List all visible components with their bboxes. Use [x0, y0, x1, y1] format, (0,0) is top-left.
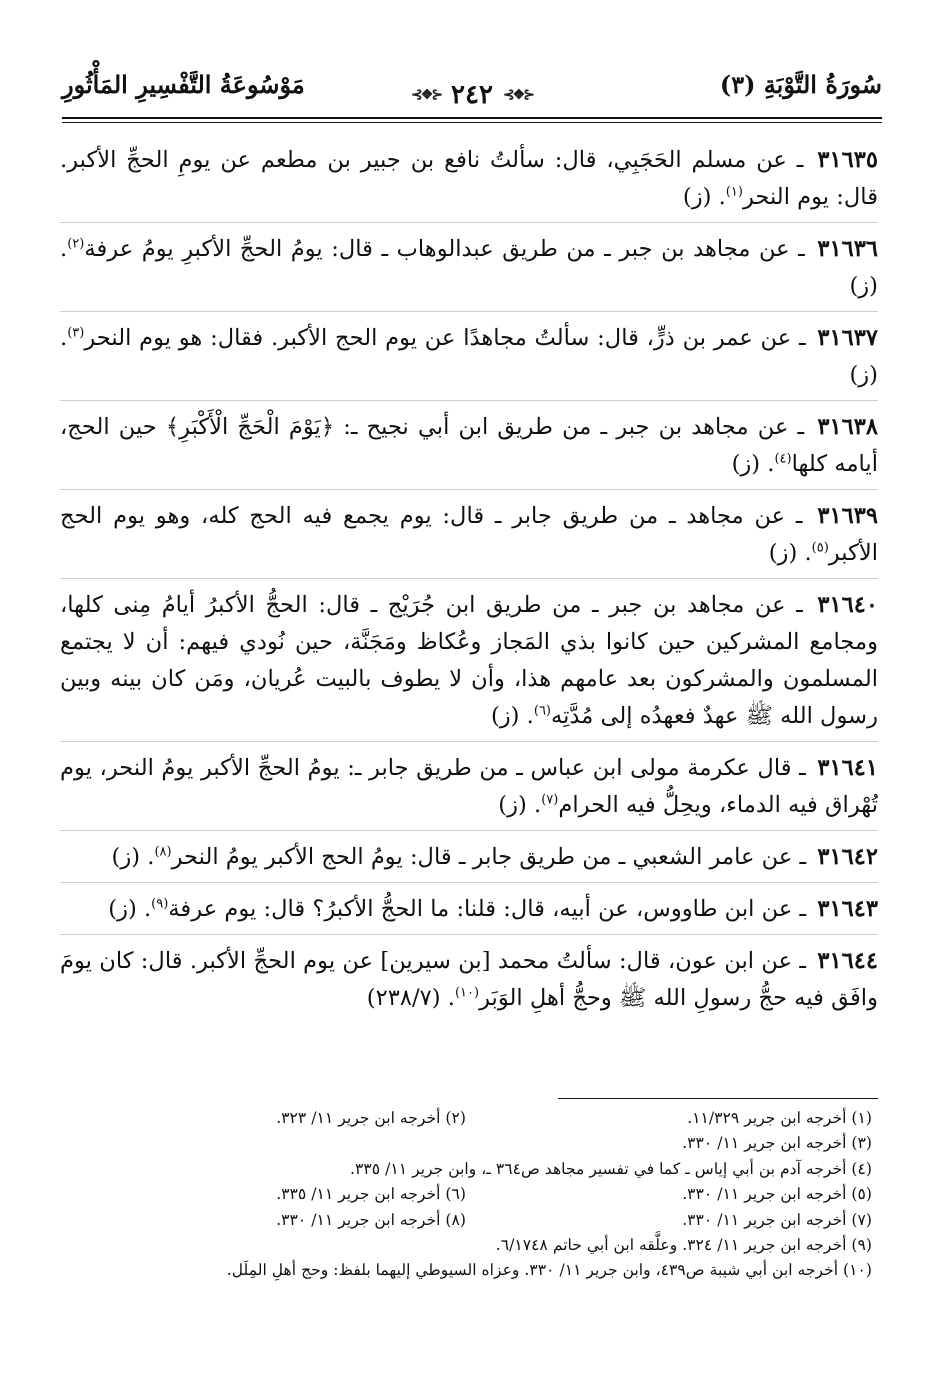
- entry-number: ٣١٦٣٩: [817, 503, 878, 529]
- entry-tail: . (ز): [60, 236, 878, 299]
- entry-tail: . (ز): [498, 792, 542, 818]
- footnote-ref[interactable]: (٦): [533, 703, 551, 719]
- entry-text: ـ عن مسلم الحَجَبِي، قال: سألتُ نافع بن جبير بن مطعم عن يومِ الحجِّ الأكبر. قال: يوم النحر: [60, 147, 878, 210]
- entry: [60, 409, 878, 490]
- entry: [60, 750, 878, 831]
- entry-number: ٣١٦٣٦: [817, 236, 878, 262]
- entry-tail: . (ز): [111, 844, 155, 870]
- ornament-icon: ⊰❖⊱: [411, 87, 442, 103]
- entry-text: ـ عن عمر بن ذرٍّ، قال: سألتُ مجاهدًا عن يوم الحج الأكبر. فقال: هو يوم النحر: [84, 325, 806, 351]
- book-title: مَوْسُوعَةُ التَّفْسِيرِ المَأْثُورِ: [62, 70, 305, 99]
- footnote: (٣) أخرجه ابن جرير ١١/ ٣٣٠.: [682, 1134, 872, 1153]
- footnote: (٦) أخرجه ابن جرير ١١/ ٣٣٥.: [276, 1185, 466, 1204]
- entry-tail: . (ز): [60, 325, 878, 388]
- entry-tail: . (ز): [731, 451, 775, 477]
- footnotes: [60, 1106, 872, 1284]
- entry-number: ٣١٦٤٣: [817, 896, 878, 922]
- footnote: (١) أخرجه ابن جرير ١١/٣٢٩.: [687, 1109, 872, 1127]
- entry-number: ٣١٦٣٧: [817, 325, 878, 351]
- footnote-ref[interactable]: (٥): [811, 540, 829, 556]
- entry-text: ـ عن مجاهد بن جبر ـ من طريق عبدالوهاب ـ قال: يومُ الحجِّ الأكبرِ يومُ عرفة: [84, 236, 805, 262]
- entry-number: ٣١٦٤١: [817, 755, 879, 781]
- footnote: (٥) أخرجه ابن جرير ١١/ ٣٣٠.: [682, 1185, 872, 1204]
- footnote: (١٠) أخرجه ابن أبي شيبة ص٤٣٩، وابن جرير ١١/ ٣٣٠. وعزاه السيوطي إليهما بلفظ: وحج أهلِ المِلَل.: [226, 1261, 872, 1280]
- entry-text: ـ عن عامر الشعبي ـ من طريق جابر ـ قال: يومُ الحج الأكبر يومُ النحر: [171, 844, 807, 870]
- entry: [60, 891, 878, 935]
- entry-tail: . (ز): [108, 896, 152, 922]
- entry-tail: . (ز): [490, 703, 534, 729]
- entry-number: ٣١٦٤٢: [817, 844, 878, 870]
- page-header: [62, 66, 882, 110]
- entry-number: ٣١٦٤٤: [817, 948, 878, 974]
- entry: [60, 587, 878, 742]
- entry-text: ـ قال عكرمة مولى ابن عباس ـ من طريق جابر ـ: يومُ الحجِّ الأكبر يومُ النحر، يوم تُهْراق فيه الدماء، ويحِلُّ فيه الحرام: [60, 755, 878, 818]
- entry-text: ـ عن ابن طاووس، عن أبيه، قال: قلنا: ما الحجُّ الأكبرُ؟ قال: يوم عرفة: [168, 896, 807, 922]
- footnote: (٤) أخرجه آدم بن أبي إياس ـ كما في تفسير مجاهد ص٣٦٤ ـ، وابن جرير ١١/ ٣٣٥.: [350, 1159, 872, 1178]
- footnote-separator: [558, 1098, 878, 1099]
- footnote: (٧) أخرجه ابن جرير ١١/ ٣٣٠.: [682, 1210, 872, 1229]
- entry-text: ـ عن ابن عون، قال: سألتُ محمد [بن سيرين] عن يوم الحجِّ الأكبر. قال: كان يومَ وافَق فيه حجُّ رسولِ الله ﷺ وحجُّ أهلِ الوَبَر: [60, 948, 878, 1011]
- entry: [60, 142, 878, 223]
- entries-list: [60, 142, 878, 1031]
- header-rule-thin: [62, 122, 882, 123]
- entry-number: ٣١٦٣٨: [817, 414, 879, 440]
- entry: [60, 320, 878, 401]
- entry-text: ـ عن مجاهد بن جبر ـ من طريق ابن جُرَيْج ـ قال: الحجُّ الأكبرُ أيامُ مِنى كلها، ومجامع المشركين حين كانوا بذي المَجاز وعُكاظ ومَجَنَّة، حين نُودي فيهم: أن لا يجتمع المسلمون والمشركون بعد عامهم هذا، وأن لا يطوف بالبيت عُريان، ومَن كان بينه وبين رسول الله ﷺ عهدٌ فعهدُه إلى مُدَّتِه: [60, 592, 878, 729]
- entry-tail: . (٢٣٨/٧): [366, 985, 455, 1011]
- entry-tail: . (ز): [768, 540, 812, 566]
- footnote-ref[interactable]: (٣): [67, 325, 85, 341]
- surah-title: سُورَةُ التَّوْبَةِ (٣): [719, 70, 882, 99]
- footnote-ref[interactable]: (١٠): [454, 985, 480, 1001]
- page-number-block: [411, 80, 533, 110]
- entry-text: ـ عن مجاهد بن جبر ـ من طريق ابن أبي نجيح ـ: ﴿يَوْمَ الْحَجِّ الْأَكْبَرِ﴾ حين الحج، أيامه كلها: [60, 414, 878, 477]
- footnote: (٢) أخرجه ابن جرير ١١/ ٣٢٣.: [276, 1109, 466, 1127]
- footnote-ref[interactable]: (١): [725, 184, 743, 200]
- entry-number: ٣١٦٤٠: [817, 592, 878, 618]
- footnote-ref[interactable]: (٤): [774, 451, 792, 467]
- ornament-icon: ⊰❖⊱: [502, 87, 533, 103]
- footnote: (٨) أخرجه ابن جرير ١١/ ٣٣٠.: [276, 1210, 466, 1229]
- page-number: ٢٤٢: [451, 80, 493, 110]
- entry-text: ـ عن مجاهد ـ من طريق جابر ـ قال: يوم يجمع فيه الحج كله، وهو يوم الحج الأكبر: [60, 503, 878, 566]
- header-rule: [62, 117, 882, 119]
- footnote-ref[interactable]: (٢): [67, 236, 85, 252]
- entry-number: ٣١٦٣٥: [817, 147, 879, 173]
- entry: [60, 839, 878, 883]
- footnote: (٩) أخرجه ابن جرير ١١/ ٣٢٤. وعلَّقه ابن أبي حاتم ٦/١٧٤٨.: [495, 1236, 872, 1255]
- footnote-ref[interactable]: (٩): [151, 896, 169, 912]
- entry-tail: . (ز): [682, 184, 726, 210]
- footnote-ref[interactable]: (٧): [541, 792, 559, 808]
- entry: [60, 943, 878, 1023]
- footnote-ref[interactable]: (٨): [154, 844, 172, 860]
- entry: [60, 231, 878, 312]
- entry: [60, 498, 878, 579]
